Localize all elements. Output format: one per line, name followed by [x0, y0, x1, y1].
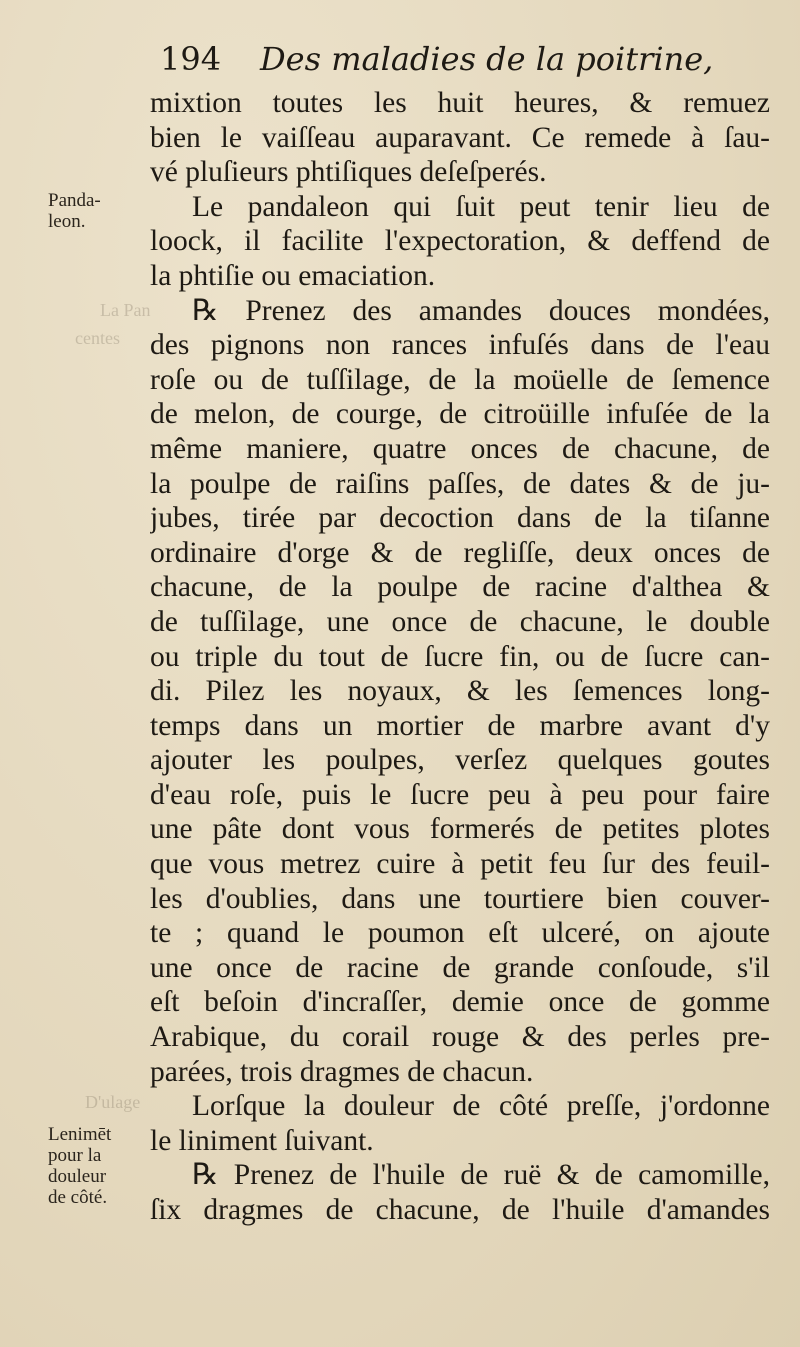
- margin-note-line: douleur: [48, 1166, 107, 1187]
- text-line: une pâte dont vous formerés de petites plotes: [150, 813, 770, 846]
- text-line: ℞ Prenez des amandes douces mondées,: [192, 294, 770, 327]
- text-line: Lorſque la douleur de côté preſſe, j'ordonne: [192, 1090, 770, 1123]
- page-number: 194: [160, 40, 222, 78]
- text-line: te ; quand le poumon eſt ulceré, on ajoute: [150, 917, 770, 950]
- body-text: [150, 86, 770, 1228]
- text-line: temps dans un mortier de marbre avant d'y: [150, 709, 770, 742]
- text-line: les d'oublies, dans une tourtiere bien couver-: [150, 882, 770, 915]
- margin-note-line: Lenimēt: [48, 1124, 112, 1145]
- text-line: eſt beſoin d'incraſſer, demie once de gomme: [150, 986, 770, 1019]
- text-line: le liniment ſuivant.: [150, 1124, 374, 1157]
- margin-note-line: pour la: [48, 1145, 102, 1166]
- text-line: parées, trois dragmes de chacun.: [150, 1055, 534, 1088]
- text-line: ℞ Prenez de l'huile de ruë & de camomille,: [192, 1159, 770, 1192]
- text-line: jubes, tirée par decoction dans de la tiſanne: [150, 502, 770, 535]
- bleed-through-text: La Pan: [100, 300, 151, 320]
- text-line: la phtiſie ou emaciation.: [150, 259, 436, 292]
- text-line: ajouter les poulpes, verſez quelques goutes: [150, 744, 770, 777]
- text-line: des pignons non rances infuſés dans de l'eau: [150, 329, 770, 362]
- bleed-through-text: D'ulage: [85, 1092, 141, 1112]
- text-line: que vous metrez cuire à petit feu ſur des feuil-: [150, 848, 770, 881]
- page-header: [160, 40, 720, 90]
- margin-note-line: de côté.: [48, 1187, 108, 1208]
- text-line: Arabique, du corail rouge & des perles pre-: [150, 1021, 770, 1054]
- margin-note-line: leon.: [48, 211, 86, 232]
- text-line: ordinaire d'orge & de regliſſe, deux onces de: [150, 536, 770, 569]
- text-line: vé pluſieurs phtiſiques deſeſperés.: [150, 156, 547, 189]
- text-line: une once de racine de grande conſoude, s'il: [150, 951, 770, 984]
- text-line: roſe ou de tuſſilage, de la moüelle de ſemence: [150, 363, 770, 396]
- text-line: mixtion toutes les huit heures, & remuez: [150, 87, 770, 119]
- text-line: la poulpe de raiſins paſſes, de dates & de ju-: [150, 467, 770, 500]
- text-line: loock, il facilite l'expectoration, & deffend de: [150, 225, 770, 258]
- running-title: Des maladies de la poitrine,: [260, 40, 714, 78]
- text-line: chacune, de la poulpe de racine d'althea &: [150, 571, 770, 604]
- text-line: de melon, de courge, de citroüille infuſée de la: [150, 398, 770, 431]
- bleed-through-text: centes: [75, 328, 120, 348]
- text-line: de tuſſilage, une once de chacune, le double: [150, 605, 770, 638]
- text-line: ou triple du tout de ſucre fin, ou de ſucre can-: [150, 640, 770, 673]
- margin-note-pandaleon: [48, 190, 148, 232]
- text-line: Le pandaleon qui ſuit peut tenir lieu de: [192, 190, 770, 223]
- text-line: bien le vaiſſeau auparavant. Ce remede à ſau-: [150, 121, 770, 154]
- text-line: d'eau roſe, puis le ſucre peu à peu pour faire: [150, 778, 770, 811]
- margin-note-line: Panda-: [48, 190, 101, 211]
- text-line: di. Pilez les noyaux, & les ſemences long-: [150, 675, 770, 708]
- text-line: même maniere, quatre onces de chacune, de: [150, 432, 770, 465]
- text-line: ſix dragmes de chacune, de l'huile d'amandes: [150, 1194, 770, 1226]
- margin-note-leniment: [48, 1124, 148, 1208]
